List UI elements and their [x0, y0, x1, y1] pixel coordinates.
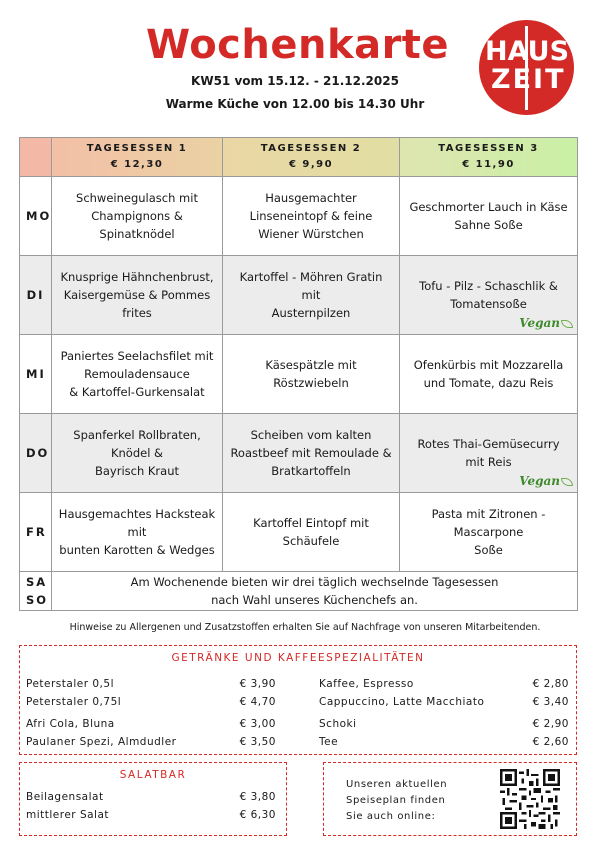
- price-item-value: € 4,70: [239, 696, 276, 708]
- menu-row-do: [20, 414, 578, 493]
- dish-line: Mascarpone: [453, 525, 524, 539]
- salad-title: SALATBAR: [119, 769, 187, 781]
- dish-line: mit Reis: [465, 455, 512, 469]
- dish-cell-2: [223, 493, 400, 572]
- price-item-name: Cappuccino, Latte Macchiato: [319, 696, 485, 708]
- price-item-value: € 3,00: [239, 718, 276, 730]
- dish-line: Wiener Würstchen: [258, 227, 364, 241]
- dish-line: mit: [301, 288, 321, 302]
- dish-cell-2: [223, 414, 400, 493]
- dish-cell-3: [400, 414, 578, 493]
- dish-line: Hausgemachtes Hacksteak: [58, 507, 216, 521]
- dish-line: Bratkartoffeln: [271, 464, 351, 478]
- price-item-value: € 3,90: [239, 678, 276, 690]
- price-item-name: Kaffee, Espresso: [319, 678, 414, 690]
- vegan-label: Vegan: [519, 316, 560, 330]
- dish-cell-2: [223, 256, 400, 335]
- price-item-name: mittlerer Salat: [26, 809, 110, 821]
- dish-line: frites: [122, 306, 152, 320]
- dish-line: Spinatknödel: [99, 227, 175, 241]
- dish-cell-1: [52, 493, 223, 572]
- weekend-text: [52, 572, 578, 611]
- dish-cell-1: [52, 256, 223, 335]
- day-label: DO: [20, 414, 52, 493]
- price-item-name: Beilagensalat: [26, 791, 104, 803]
- weekend-day-label: [20, 572, 52, 611]
- page-title: Wochenkarte: [146, 22, 450, 68]
- dish-cell-1: [52, 177, 223, 256]
- dish-line: Austernpilzen: [271, 306, 351, 320]
- drinks-box: [19, 645, 577, 755]
- day-so: SO: [26, 593, 49, 607]
- menu-row-fr: [20, 493, 578, 572]
- dish-line: Linseneintopf & feine: [249, 209, 373, 223]
- column-name: TAGESESSEN 1: [86, 143, 188, 154]
- dish-line: Ofenkürbis mit Mozzarella: [413, 358, 564, 372]
- day-sa: SA: [26, 575, 48, 589]
- dish-line: Sahne Soße: [454, 218, 523, 232]
- dish-line: und Tomate, dazu Reis: [423, 376, 554, 390]
- day-label: MI: [20, 335, 52, 414]
- day-label: FR: [20, 493, 52, 572]
- dish-line: Pasta mit Zitronen -: [431, 507, 546, 521]
- online-line: Sie auch online:: [346, 811, 436, 822]
- dish-line: Scheiben vom kalten: [250, 428, 372, 442]
- dish-line: Schäufele: [282, 534, 340, 548]
- dish-line: Soße: [474, 543, 503, 557]
- vegan-badge: [519, 314, 573, 332]
- price-item-name: Afri Cola, Bluna: [26, 718, 115, 730]
- kitchen-hours: Warme Küche von 12.00 bis 14.30 Uhr: [165, 97, 425, 111]
- dish-line: Knödel &: [110, 446, 164, 460]
- dish-line: Tofu - Pilz - Schaschlik &: [419, 279, 558, 293]
- dish-line: mit: [127, 525, 147, 539]
- header-corner: [20, 138, 52, 177]
- day-label: MO: [20, 177, 52, 256]
- online-line: Speiseplan finden: [346, 795, 446, 806]
- price-item-value: € 2,60: [532, 736, 569, 748]
- logo-line1: HAUS: [485, 36, 570, 67]
- dish-cell-1: [52, 414, 223, 493]
- dish-line: Remouladensauce: [84, 367, 190, 381]
- price-item-name: Paulaner Spezi, Almdudler: [26, 736, 177, 748]
- dish-cell-2: [223, 335, 400, 414]
- price-item-name: Schoki: [319, 718, 357, 730]
- online-box: [323, 762, 577, 836]
- vegan-label: Vegan: [519, 474, 560, 488]
- column-name: TAGESESSEN 3: [438, 143, 539, 154]
- dish-line: Käsespätzle mit: [265, 358, 357, 372]
- column-price: € 11,90: [462, 159, 515, 170]
- salad-box: [19, 762, 287, 836]
- dish-line: Hausgemachter: [265, 191, 357, 205]
- vegan-badge: [519, 472, 573, 490]
- qr-code-icon[interactable]: [500, 769, 560, 829]
- dish-cell-1: [52, 335, 223, 414]
- drinks-title: GETRÄNKE UND KAFFEESPEZIALITÄTEN: [171, 652, 425, 664]
- menu-row-mo: [20, 177, 578, 256]
- price-item-name: Peterstaler 0,75l: [26, 696, 122, 708]
- dish-line: Champignons &: [91, 209, 183, 223]
- hauszeit-logo: [479, 20, 574, 115]
- online-line: Unseren aktuellen: [346, 779, 448, 790]
- menu-header-row: [20, 138, 578, 177]
- price-item-name: Peterstaler 0,5l: [26, 678, 114, 690]
- weekend-line: Am Wochenende bieten wir drei täglich wechselnde Tagesessen: [130, 575, 499, 589]
- column-price: € 9,90: [288, 159, 334, 170]
- dish-line: Knusprige Hähnchenbrust,: [60, 270, 214, 284]
- dish-line: Tomatensoße: [450, 297, 527, 311]
- dish-line: Kartoffel Eintopf mit: [253, 516, 369, 530]
- leaf-icon: [561, 478, 573, 486]
- menu-row-di: [20, 256, 578, 335]
- weekend-line: nach Wahl unseres Küchenchefs an.: [211, 593, 418, 607]
- dish-line: Spanferkel Rollbraten,: [73, 428, 201, 442]
- price-item-value: € 3,80: [239, 791, 276, 803]
- price-item-value: € 3,40: [532, 696, 569, 708]
- online-text: [346, 777, 447, 825]
- price-item-value: € 2,90: [532, 718, 569, 730]
- dish-line: Rotes Thai-Gemüsecurry: [417, 437, 560, 451]
- day-label: DI: [20, 256, 52, 335]
- dish-line: Paniertes Seelachsfilet mit: [60, 349, 214, 363]
- weekly-menu-table: [19, 137, 578, 611]
- dish-cell-3: [400, 335, 578, 414]
- dish-line: Schweinegulasch mit: [76, 191, 198, 205]
- leaf-icon: [561, 320, 573, 328]
- logo-line2: ZEIT: [491, 64, 566, 95]
- allergen-note: Hinweise zu Allergenen und Zusatzstoffen erhalten Sie auf Nachfrage von unseren Mitarbeitenden.: [69, 622, 541, 633]
- dish-line: Roastbeef mit Remoulade &: [230, 446, 392, 460]
- dish-cell-2: [223, 177, 400, 256]
- price-item-value: € 6,30: [239, 809, 276, 821]
- header-dish-2: [223, 138, 400, 177]
- column-price: € 12,30: [110, 159, 164, 170]
- header-dish-1: [52, 138, 223, 177]
- price-item-value: € 2,80: [532, 678, 569, 690]
- dish-line: Kartoffel - Möhren Gratin: [239, 270, 383, 284]
- column-name: TAGESESSEN 2: [260, 143, 362, 154]
- dish-line: Kaisergemüse & Pommes: [63, 288, 211, 302]
- dish-line: bunten Karotten & Wedges: [59, 543, 215, 557]
- header-dish-3: [400, 138, 578, 177]
- dish-cell-3: [400, 256, 578, 335]
- dish-line: & Kartoffel-Gurkensalat: [69, 385, 205, 399]
- dish-cell-3: [400, 493, 578, 572]
- dish-line: Bayrisch Kraut: [94, 464, 180, 478]
- dish-cell-3: [400, 177, 578, 256]
- price-item-value: € 3,50: [239, 736, 276, 748]
- dish-line: Röstzwiebeln: [273, 376, 349, 390]
- weekend-row: [20, 572, 578, 611]
- price-item-name: Tee: [319, 736, 339, 748]
- dish-line: Geschmorter Lauch in Käse: [409, 200, 568, 214]
- week-range: KW51 vom 15.12. - 21.12.2025: [191, 74, 399, 88]
- menu-row-mi: [20, 335, 578, 414]
